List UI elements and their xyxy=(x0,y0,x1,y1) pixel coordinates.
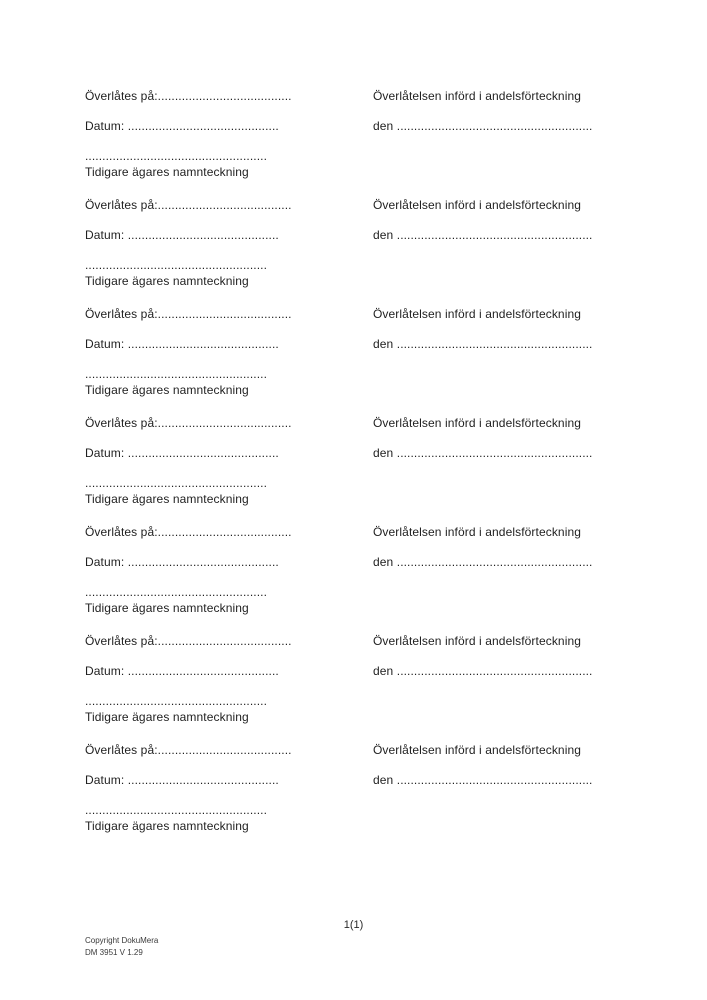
register-note: Överlåtelsen införd i andelsförteckning xyxy=(373,89,582,103)
transfer-to-line: Överlåtes på:....................................... xyxy=(85,525,292,539)
signature-dots: ..................................................... xyxy=(85,585,268,599)
transfer-to-line: Överlåtes på:....................................... xyxy=(85,416,292,430)
register-note: Överlåtelsen införd i andelsförteckning xyxy=(373,525,582,539)
signature-dots: ..................................................... xyxy=(85,694,268,708)
transfer-block xyxy=(85,633,707,725)
signature-caption: Tidigare ägares namnteckning xyxy=(85,819,249,833)
transfer-block xyxy=(85,742,707,834)
page-number: 1(1) xyxy=(343,919,364,931)
register-note: Överlåtelsen införd i andelsförteckning xyxy=(373,416,582,430)
date-line: Datum: ............................................ xyxy=(85,119,279,133)
date-line: Datum: ............................................ xyxy=(85,337,279,351)
copyright-line: Copyright DokuMera xyxy=(85,936,159,945)
signature-dots: ..................................................... xyxy=(85,367,268,381)
den-line: den ......................................................... xyxy=(373,773,593,787)
transfer-to-line: Överlåtes på:....................................... xyxy=(85,198,292,212)
signature-caption: Tidigare ägares namnteckning xyxy=(85,601,249,615)
den-line: den ......................................................... xyxy=(373,664,593,678)
signature-caption: Tidigare ägares namnteckning xyxy=(85,492,249,506)
signature-dots: ..................................................... xyxy=(85,476,268,490)
version-line: DM 3951 V 1.29 xyxy=(85,948,143,957)
transfer-to-line: Överlåtes på:....................................... xyxy=(85,743,292,757)
transfer-block xyxy=(85,524,707,616)
register-note: Överlåtelsen införd i andelsförteckning xyxy=(373,634,582,648)
signature-dots: ..................................................... xyxy=(85,803,268,817)
date-line: Datum: ............................................ xyxy=(85,446,279,460)
transfer-to-line: Överlåtes på:....................................... xyxy=(85,89,292,103)
den-line: den ......................................................... xyxy=(373,119,593,133)
date-line: Datum: ............................................ xyxy=(85,228,279,242)
transfer-block xyxy=(85,415,707,507)
den-line: den ......................................................... xyxy=(373,337,593,351)
transfer-block xyxy=(85,197,707,289)
den-line: den ......................................................... xyxy=(373,228,593,242)
transfer-block xyxy=(85,306,707,398)
transfer-block xyxy=(85,88,707,180)
date-line: Datum: ............................................ xyxy=(85,555,279,569)
date-line: Datum: ............................................ xyxy=(85,773,279,787)
form-content xyxy=(85,88,707,851)
signature-dots: ..................................................... xyxy=(85,258,268,272)
signature-caption: Tidigare ägares namnteckning xyxy=(85,165,249,179)
transfer-to-line: Överlåtes på:....................................... xyxy=(85,634,292,648)
den-line: den ......................................................... xyxy=(373,555,593,569)
register-note: Överlåtelsen införd i andelsförteckning xyxy=(373,307,582,321)
date-line: Datum: ............................................ xyxy=(85,664,279,678)
footer-copyright xyxy=(85,935,158,959)
transfer-to-line: Överlåtes på:....................................... xyxy=(85,307,292,321)
signature-caption: Tidigare ägares namnteckning xyxy=(85,710,249,724)
register-note: Överlåtelsen införd i andelsförteckning xyxy=(373,743,582,757)
signature-caption: Tidigare ägares namnteckning xyxy=(85,274,249,288)
den-line: den ......................................................... xyxy=(373,446,593,460)
signature-dots: ..................................................... xyxy=(85,149,268,163)
register-note: Överlåtelsen införd i andelsförteckning xyxy=(373,198,582,212)
signature-caption: Tidigare ägares namnteckning xyxy=(85,383,249,397)
